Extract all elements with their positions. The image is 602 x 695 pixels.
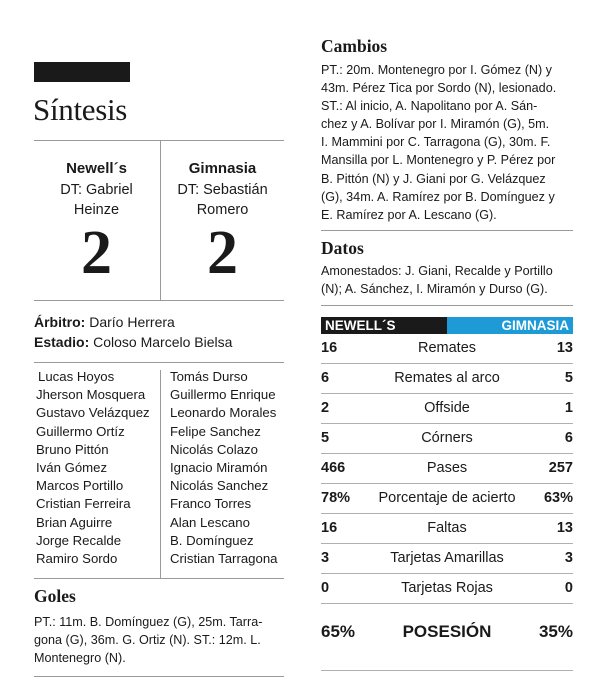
home-lineup [36, 368, 150, 568]
possession-home: 65% [321, 622, 356, 641]
list-item: Bruno Pittón [36, 441, 109, 457]
list-item: Leonardo Morales [170, 405, 277, 421]
list-item: Nicolás Colazo [170, 441, 258, 457]
list-item: B. Domínguez [170, 532, 254, 548]
cambios-line: E. Ramírez por A. Lescano (G). [321, 207, 497, 222]
list-item: Cristian Tarragona [170, 551, 278, 567]
divider [34, 362, 284, 363]
table-row [321, 513, 573, 543]
stat-home-value: 16 [321, 340, 338, 356]
list-item: Franco Torres [170, 496, 252, 512]
cambios-line: PT.: 20m. Montenegro por I. Gómez (N) y [321, 63, 552, 77]
stat-away-value: 5 [564, 370, 573, 386]
goles-line: Montenegro (N). [34, 651, 126, 666]
table-row [321, 393, 573, 423]
list-item: Guillermo Enrique [170, 387, 276, 403]
home-dt-line2: Heinze [73, 202, 120, 218]
cambios-text [321, 61, 556, 224]
stat-label: Pases [426, 460, 468, 476]
table-row [321, 423, 573, 453]
list-item: Nicolás Sanchez [170, 478, 269, 494]
page-title: Síntesis [33, 92, 128, 127]
cambios-title: Cambios [321, 36, 388, 56]
list-item: Iván Gómez [36, 460, 108, 476]
datos-title: Datos [321, 238, 364, 258]
lineup-divider [160, 370, 161, 578]
stat-home-value: 5 [321, 430, 330, 446]
datos-line: Amonestados: J. Giani, Recalde y Portillo [321, 264, 553, 278]
divider [34, 676, 284, 677]
list-item: Alan Lescano [170, 514, 250, 530]
table-row [321, 453, 573, 483]
cambios-line: 43m. Pérez Tica por Sordo (N), lesionado. [321, 81, 557, 96]
list-item: Ignacio Miramón [170, 460, 268, 476]
list-item: Ramiro Sordo [36, 551, 118, 567]
stat-home-value: 0 [321, 580, 330, 596]
stat-away-value: 257 [548, 460, 573, 476]
referee-value: Darío Herrera [85, 314, 175, 330]
stats-home-label: NEWELL´S [321, 317, 447, 334]
table-row [321, 363, 573, 393]
goles-line: gona (G), 36m. G. Ortiz (N). ST.: 12m. L. [34, 633, 261, 648]
stadium-label: Estadio: [34, 334, 90, 350]
referee-line [34, 314, 175, 330]
possession-row [321, 622, 573, 642]
datos-line: (N); A. Sánchez, I. Miramón y Durso (G). [321, 282, 548, 297]
stat-label: Porcentaje de acierto [378, 490, 516, 506]
datos-text [321, 262, 553, 298]
table-row [321, 573, 573, 603]
stat-label: Remates al arco [394, 370, 500, 386]
stat-away-value: 1 [564, 400, 573, 416]
divider [321, 670, 573, 671]
cambios-line: (G), 34m. A. Ramírez por B. Domínguez y [321, 189, 555, 204]
stat-away-value: 3 [564, 550, 573, 566]
stat-label: Faltas [427, 520, 467, 536]
stat-label: Tarjetas Amarillas [390, 550, 504, 566]
divider [34, 300, 284, 301]
list-item: Cristian Ferreira [36, 496, 131, 512]
home-team-block [34, 140, 159, 287]
table-row [321, 333, 573, 363]
stat-home-value: 466 [321, 460, 346, 476]
divider [34, 578, 284, 579]
stats-away-label: GIMNASIA [447, 317, 573, 334]
home-score: 2 [81, 219, 112, 287]
stat-away-value: 63% [543, 490, 573, 506]
stats-header [321, 317, 573, 334]
table-row [321, 483, 573, 513]
stat-home-value: 78% [321, 490, 351, 506]
cambios-line: ST.: Al inicio, A. Napolitano por A. Sán- [321, 99, 538, 114]
possession-away: 35% [538, 622, 573, 641]
stat-home-value: 3 [321, 550, 330, 566]
stat-home-value: 2 [321, 400, 330, 416]
cambios-line: Mansilla por L. Montenegro y P. Pérez por [321, 153, 556, 168]
row-divider [321, 603, 573, 604]
away-team-name: Gimnasia [188, 160, 257, 177]
divider [321, 305, 573, 306]
stat-label: Remates [417, 340, 477, 356]
list-item: Gustavo Velázquez [36, 405, 150, 421]
home-team-name: Newell´s [66, 160, 127, 177]
list-item: Marcos Portillo [36, 478, 124, 494]
away-score: 2 [207, 219, 238, 287]
table-row [321, 543, 573, 573]
goles-text [34, 613, 262, 667]
stat-away-value: 6 [564, 430, 573, 446]
stat-home-value: 16 [321, 520, 338, 536]
referee-label: Árbitro: [34, 314, 86, 330]
cambios-line: B. Pittón (N) y J. Giani por G. Velázquez [321, 171, 546, 186]
stat-away-value: 13 [556, 520, 573, 536]
stat-label: Córners [421, 430, 473, 446]
goles-title: Goles [34, 586, 76, 606]
stat-label: Tarjetas Rojas [401, 580, 493, 596]
stadium-line [34, 334, 232, 350]
header-black-bar [34, 62, 130, 82]
list-item: Jherson Mosquera [36, 387, 146, 403]
goles-line: PT.: 11m. B. Domínguez (G), 25m. Tarra- [34, 615, 263, 629]
stat-home-value: 6 [321, 370, 330, 386]
divider [321, 230, 573, 231]
possession-label: POSESIÓN [402, 622, 492, 641]
list-item: Lucas Hoyos [38, 369, 115, 384]
list-item: Brian Aguirre [36, 514, 113, 530]
home-dt-line1: DT: Gabriel [60, 182, 133, 198]
list-item: Tomás Durso [170, 369, 248, 384]
list-item: Felipe Sanchez [170, 423, 261, 439]
stat-away-value: 13 [556, 340, 573, 356]
list-item: Jorge Recalde [36, 532, 122, 548]
stat-away-value: 0 [564, 580, 573, 596]
away-dt-line2: Romero [196, 202, 249, 218]
cambios-line: I. Mammini por C. Tarragona (G), 30m. F. [321, 135, 551, 150]
away-dt-line1: DT: Sebastián [177, 182, 268, 198]
list-item: Guillermo Ortíz [36, 423, 125, 439]
away-lineup [170, 368, 278, 568]
stadium-value: Coloso Marcelo Bielsa [89, 334, 233, 350]
stat-label: Offside [424, 400, 470, 416]
away-team-block [160, 140, 285, 287]
cambios-line: chez y A. Bolívar por I. Miramón (G), 5m. [321, 117, 550, 132]
